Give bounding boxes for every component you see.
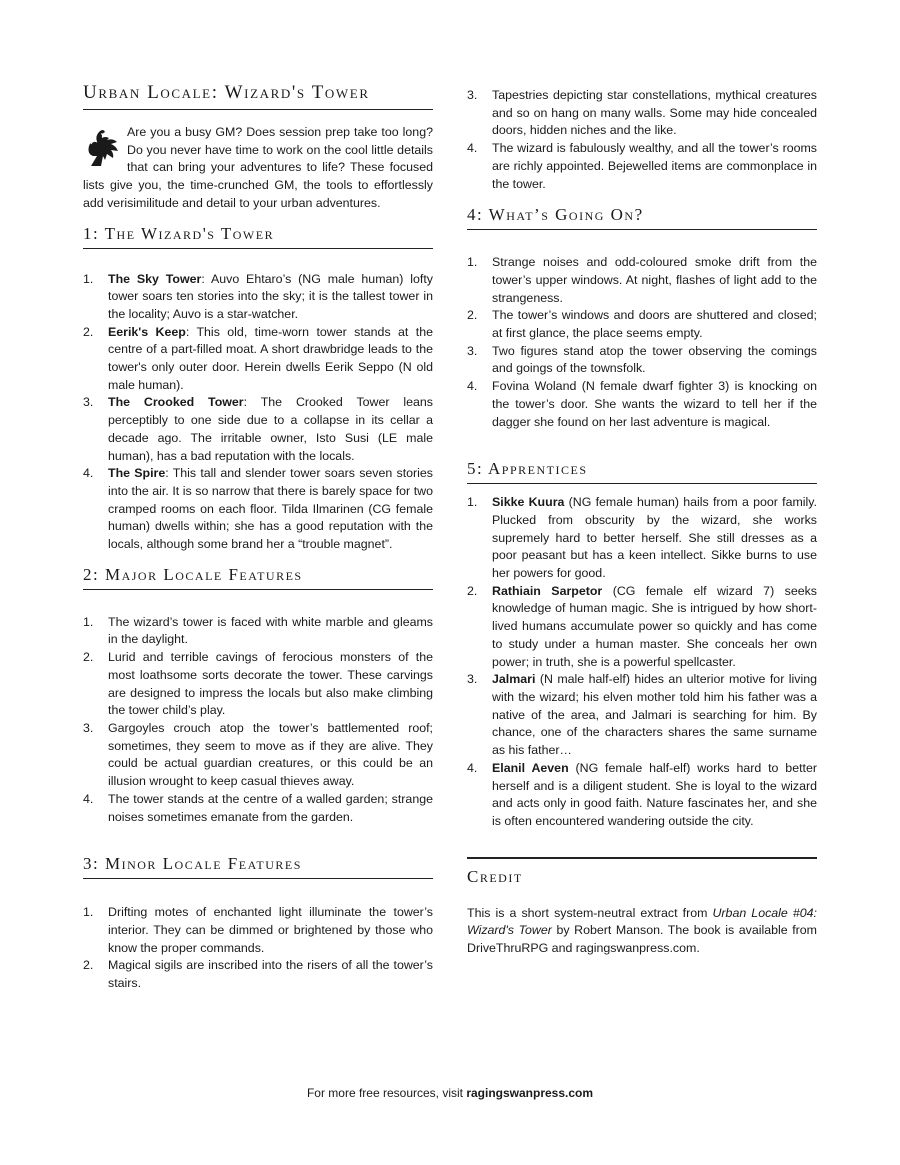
- list-item: 2. Eerik's Keep: This old, time-worn tower stands at the centre of a part-filled moat. A short drawbridge leads to the tower's only outer door. Herein dwells Eerik Seppo (N old male human).: [83, 324, 434, 392]
- page-footer: [0, 1086, 900, 1100]
- list-item: 1. Sikke Kuura (NG female human) hails from a poor family. Plucked from obscurity by the wizard, she works supremely hard to better herself. She still dresses as a poor peasant but has a keen intellect. Sikke burns to use her powers for good.: [467, 495, 818, 581]
- section-3-heading: 3: Minor Locale Features: [83, 854, 433, 879]
- list-item: 4. Fovina Woland (N female dwarf fighter 3) is knocking on the tower’s door. She wants the wizard to tell her if the dagger she found on her last adventure is magical.: [467, 379, 817, 429]
- credit-divider: [467, 857, 817, 859]
- list-item: 3. Two figures stand atop the tower observing the comings and goings of the townsfolk.: [467, 343, 817, 376]
- list-item: 3. Tapestries depicting star constellations, mythical creatures and so on hang on many walls. Some may hide concealed doors, hidden niches and the like.: [467, 88, 817, 138]
- list-item: 2. The tower’s windows and doors are shuttered and closed; at first glance, the place seems empty.: [467, 308, 817, 341]
- section-3-list-continued: [467, 87, 817, 193]
- list-item: 3. Gargoyles crouch atop the tower’s battlemented roof; sometimes, they seem to move as if they are alive. They could be actual guardian creatures, or this could be an illusion wrought to keep casual thieves away.: [83, 720, 433, 789]
- section-4-heading: 4: What’s Going On?: [467, 205, 817, 230]
- list-item: 4. The Spire: This tall and slender tower soars seven stories into the air. It is so narrow that there is barely space for two cramped rooms on each floor. Tilda Ilmarinen (CG female human) dwells within; she has a good reputation with the locals, although some brand her a “trouble magnet”.: [83, 466, 433, 552]
- left-column: [83, 82, 433, 993]
- intro-paragraph: [83, 124, 433, 213]
- list-item: 4. Elanil Aeven (NG female half-elf) works hard to better herself and is a diligent student. She is loyal to the wizard and acts only in good faith. Nature fascinates her, and she is often encountered wandering outside the city.: [467, 760, 817, 828]
- section-5-heading: 5: Apprentices: [467, 459, 817, 484]
- section-5-list: [467, 494, 817, 830]
- list-item: 2. Rathiain Sarpetor (CG female elf wizard 7) seeks knowledge of human magic. She is intrigued by how short-lived humans accumulate power so quickly and has come to study under a human master. She conceals her own power; in truth, she is a powerful spellcaster.: [467, 583, 817, 669]
- right-column: [467, 87, 817, 958]
- credit-text: This is a short system-neutral extract from Urban Locale #04: Wizard's Tower by Robert Manson. The book is available from DriveThruRPG and ragingswanpress.com.: [467, 905, 818, 956]
- list-item: 4. The wizard is fabulously wealthy, and all the tower’s rooms are richly appointed. Bejewelled items are commonplace in the tower.: [467, 141, 817, 191]
- section-1-heading: 1: The Wizard's Tower: [83, 224, 433, 249]
- footer-link[interactable]: ragingswanpress.com: [466, 1086, 594, 1100]
- list-item: 1. The Sky Tower: Auvo Ehtaro’s (NG male human) lofty tower soars ten stories into the sky; it is the tallest tower in the locality; Auvo is a star-watcher.: [83, 271, 433, 321]
- footer-text: For more free resources, visit: [306, 1086, 467, 1100]
- list-item: 1. The wizard’s tower is faced with white marble and gleams in the daylight.: [83, 614, 433, 647]
- intro-text: Are you a busy GM? Does session prep take too long? Do you never have time to work on the cool little details that can bring your adventures to life? These focused lists give you, the time-crunched GM, the tools to effortlessly add verisimilitude and detail to your urban adventures.: [83, 125, 433, 210]
- credit-heading: Credit: [467, 866, 523, 886]
- list-item: 2. Lurid and terrible cavings of ferocious monsters of the most loathsome sorts decorate the tower. These carvings are designed to impress the locals but also make climbing the tower child’s play.: [83, 650, 433, 718]
- list-item: 1. Drifting motes of enchanted light illuminate the tower’s interior. They can be dimmed or brightened by those who know the proper commands.: [83, 905, 433, 955]
- list-item: 4. The tower stands at the centre of a walled garden; strange noises sometimes emanate from the garden.: [83, 791, 433, 824]
- section-2-list: [83, 614, 433, 826]
- list-item: 2. Magical sigils are inscribed into the risers of all the tower’s stairs.: [83, 958, 433, 991]
- section-3-list: [83, 904, 433, 993]
- section-1-list: [83, 271, 433, 554]
- list-item: 1. Strange noises and odd-coloured smoke drift from the tower’s upper windows. At night, flashes of light add to the strangeness.: [467, 255, 817, 305]
- swan-logo-icon: [83, 126, 121, 168]
- book-title: Urban Locale #04: Wizard's Tower: [467, 905, 817, 938]
- page-title: Urban Locale: Wizard's Tower: [83, 82, 433, 110]
- section-4-list: [467, 254, 817, 431]
- list-item: 3. The Crooked Tower: The Crooked Tower leans perceptibly to one side due to a collapse in its cellar a decade ago. The irritable owner, Isto Susi (LE male human), has a bad reputation with the locals.: [83, 395, 433, 463]
- list-item: 3. Jalmari (N male half-elf) hides an ulterior motive for living with the wizard; his elven mother told him his father was a native of the area, and Jalmari is searching for him. By chance, one of the characters shares the same surname as his father…: [467, 672, 817, 758]
- section-2-heading: 2: Major Locale Features: [83, 565, 433, 590]
